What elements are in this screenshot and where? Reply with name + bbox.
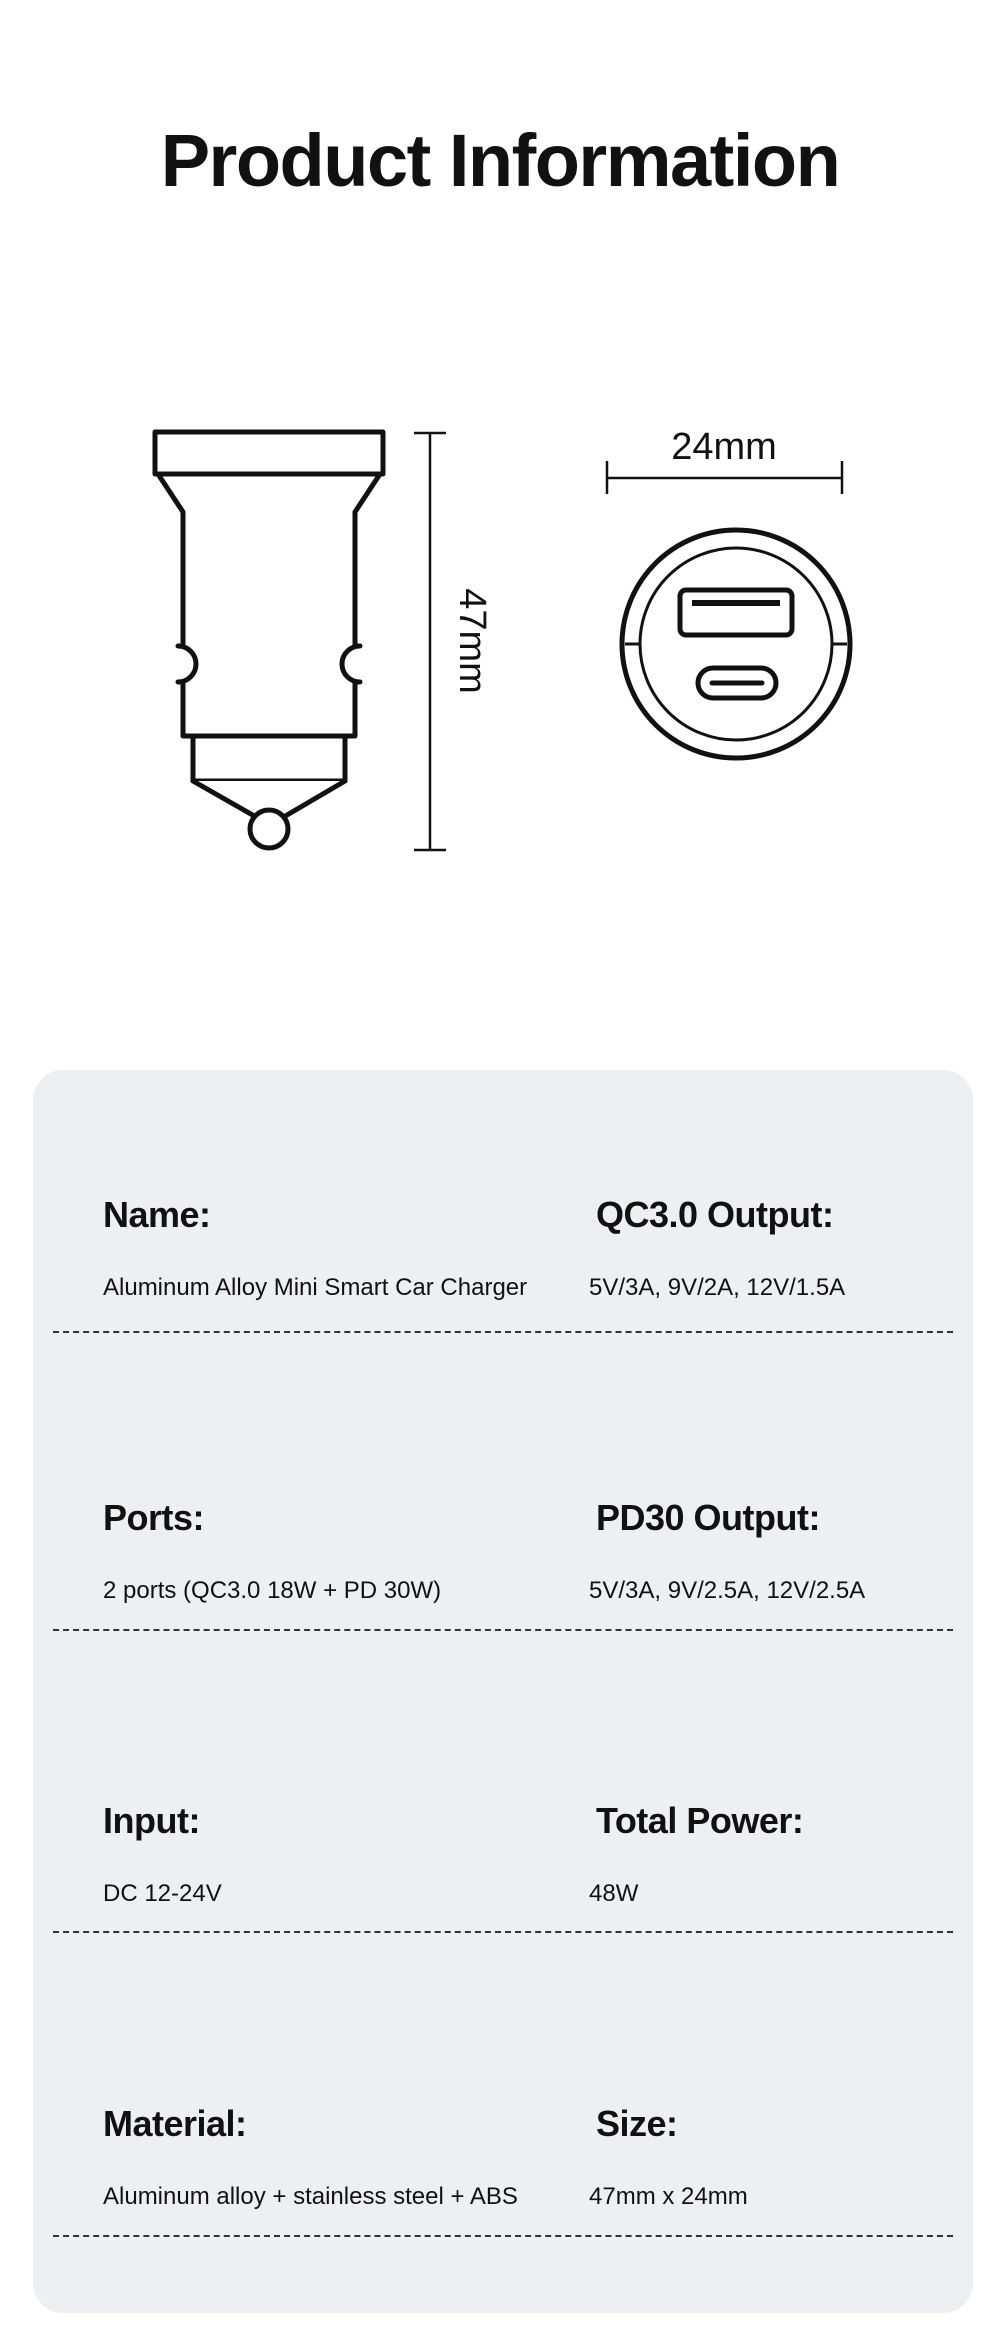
spec-label: Size:: [596, 2103, 678, 2144]
spec-input: [103, 1800, 222, 1908]
spec-name: [103, 1194, 527, 1302]
height-label: 47mm: [451, 588, 493, 694]
spec-row: [33, 1194, 973, 1414]
spec-label: Total Power:: [596, 1800, 804, 1841]
spec-ports: [103, 1497, 441, 1605]
spec-value: 47mm x 24mm: [589, 2183, 748, 2210]
spec-qc30-output: [589, 1194, 846, 1302]
spec-pd30-output: [589, 1497, 866, 1605]
spec-label: Name:: [103, 1194, 211, 1235]
spec-row: [33, 1497, 973, 1717]
spec-panel: [33, 1070, 973, 2313]
spec-material: [103, 2103, 518, 2211]
spec-label: Material:: [103, 2103, 247, 2144]
page-title: Product Information: [160, 119, 840, 202]
charger-side-view: [155, 432, 383, 848]
spec-value: 5V/3A, 9V/2A, 12V/1.5A: [589, 1274, 846, 1301]
spec-value: Aluminum Alloy Mini Smart Car Charger: [103, 1274, 528, 1301]
usb-a-port-icon: [680, 590, 792, 635]
charger-front-view: [622, 530, 850, 758]
spec-row: [33, 2103, 973, 2323]
spec-label: QC3.0 Output:: [596, 1194, 834, 1235]
product-dimension-diagram: [0, 0, 1000, 900]
height-dimension: [414, 433, 446, 850]
spec-value: Aluminum alloy + stainless steel + ABS: [103, 2183, 518, 2210]
spec-row: [33, 1800, 973, 2020]
spec-total-power: [589, 1800, 804, 1908]
spec-size: [589, 2103, 748, 2211]
spec-label: Input:: [103, 1800, 200, 1841]
spec-value: 48W: [589, 1880, 639, 1907]
dashed-divider: [53, 2235, 953, 2237]
spec-value: 2 ports (QC3.0 18W + PD 30W): [103, 1577, 442, 1604]
spec-value: 5V/3A, 9V/2.5A, 12V/2.5A: [589, 1577, 866, 1604]
spec-label: PD30 Output:: [596, 1497, 820, 1538]
dashed-divider: [53, 1331, 953, 1333]
dashed-divider: [53, 1931, 953, 1933]
spec-value: DC 12-24V: [103, 1880, 222, 1907]
dashed-divider: [53, 1629, 953, 1631]
width-label: 24mm: [671, 426, 777, 468]
spec-label: Ports:: [103, 1497, 205, 1538]
